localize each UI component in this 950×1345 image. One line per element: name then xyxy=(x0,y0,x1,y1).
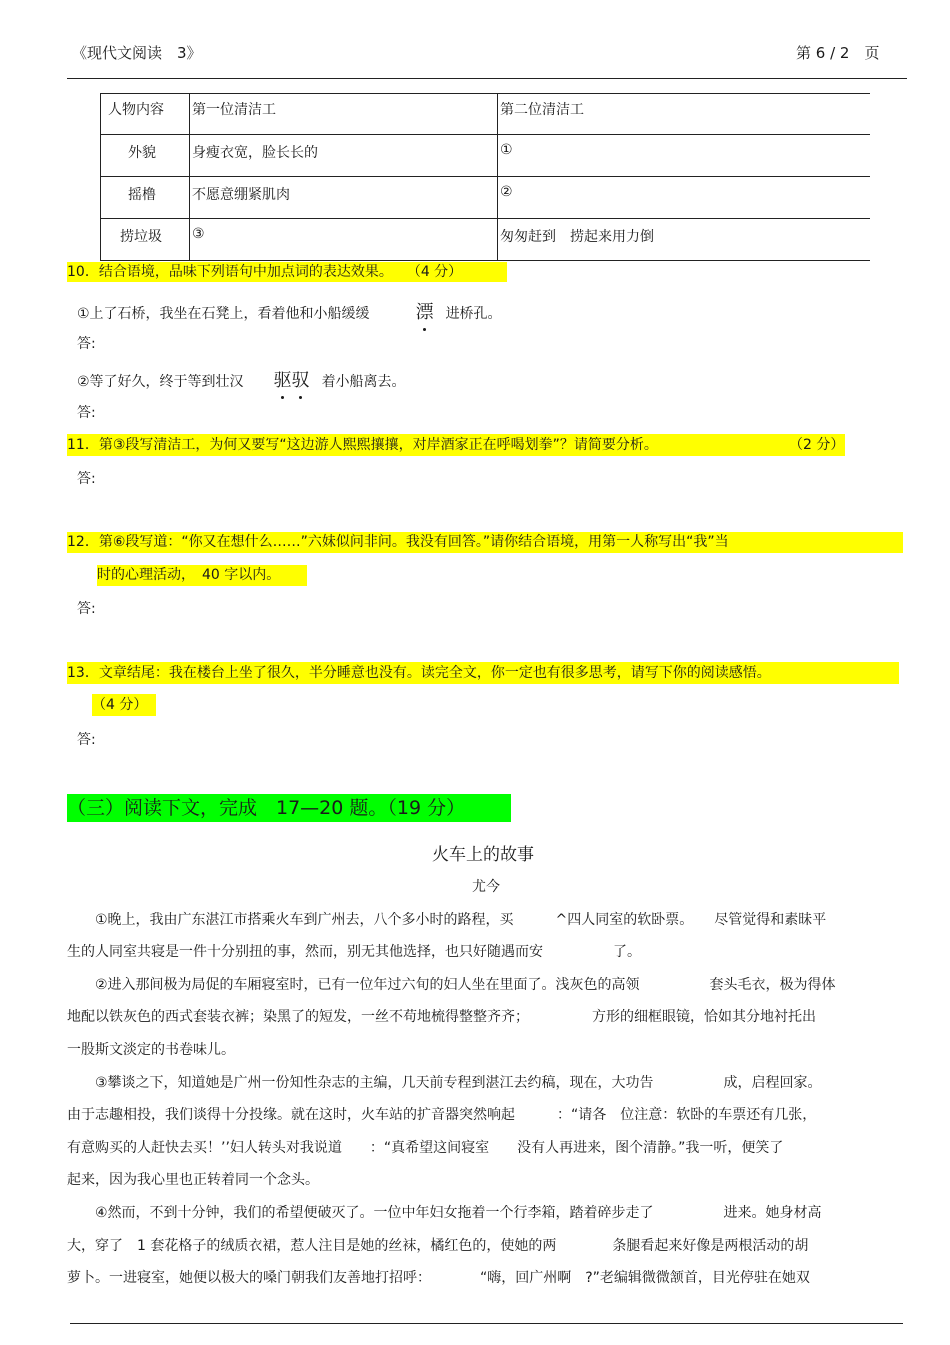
table-cell: 第二位清洁工 xyxy=(500,102,584,118)
article-line: ④然而，不到十分钟，我们的希望便破灭了。一位中年妇女拖着一个行李箱，踏着碎步走了 进来。她身材高 xyxy=(67,1205,822,1221)
answer-label: 答: xyxy=(77,336,96,352)
article-line: 地配以铁灰色的西式套装衣裤；染黑了的短发，一丝不苟地梳得整整齐齐； 方形的细框眼镜，恰如其分地衬托出 xyxy=(67,1009,816,1025)
table-col-line xyxy=(100,93,101,260)
table-cell: 身瘦衣宽，脸长长的 xyxy=(192,145,318,161)
answer-label: 答: xyxy=(77,405,96,421)
question-10-title: 10．结合语境，品味下列语句中加点词的表达效果。 （4 分） xyxy=(67,262,507,282)
question-13-line-2: （4 分） xyxy=(92,694,156,716)
question-10-sentence-1 xyxy=(77,298,502,324)
table-col-line xyxy=(189,93,190,260)
question-11-text: 11．第③段写清洁工，为何又要写“这边游人熙熙攘攘，对岸酒家正在呼喝划拳”？请简要分析。 xyxy=(67,437,658,453)
emphasized-word: 漂 xyxy=(416,298,434,324)
table-cell: 摇橹 xyxy=(128,187,156,203)
emphasized-word: 驭 xyxy=(292,366,310,392)
answer-label: 答: xyxy=(77,732,96,748)
article-line: 大，穿了 1 套花格子的绒质衣裙，惹人注目是她的丝袜，橘红色的，使她的两 条腿看起来好像是两根活动的胡 xyxy=(67,1238,809,1254)
question-11-score: （2 分） xyxy=(789,437,845,453)
article-line: 有意购买的人赶快去买！’’妇人转头对我说道 ：“真希望这间寝室 没有人再进来，图个清静。”我一听，便笑了 xyxy=(67,1140,784,1156)
question-11-title xyxy=(67,434,845,456)
article-line: 由于志趣相投，我们谈得十分投缘。就在这时，火车站的扩音器突然响起 ：“请各 位注意：软卧的车票还有几张， xyxy=(67,1107,817,1123)
table-rule xyxy=(100,260,870,261)
table-rule xyxy=(100,134,870,135)
table-rule xyxy=(100,218,870,219)
question-13-line-1: 13．文章结尾：我在楼台上坐了很久，半分睡意也没有。读完全文，你一定也有很多思考，请写下你的阅读感悟。 xyxy=(67,662,899,684)
section-3-heading: （三）阅读下文，完成 17—20 题。（19 分） xyxy=(67,794,511,822)
table-rule xyxy=(100,93,870,94)
question-12-line-1: 12．第⑥段写道：“你又在想什么……”六妹似问非问。我没有回答。”请你结合语境，用第一人称写出“我”当 xyxy=(67,532,903,553)
article-title: 火车上的故事 xyxy=(432,845,534,865)
article-line: 生的人同室共寝是一件十分别扭的事，然而，别无其他选择，也只好随遇而安 了。 xyxy=(67,944,641,960)
table-cell: ② xyxy=(500,184,513,200)
table-col-line xyxy=(497,93,498,260)
article-line: 萝卜。一进寝室，她便以极大的嗓门朝我们友善地打招呼： “嗨，回广州啊 ?”老编辑微微颔首，目光停驻在她双 xyxy=(67,1270,810,1286)
answer-label: 答: xyxy=(77,471,96,487)
table-rule xyxy=(100,176,870,177)
sentence-text: 进桥孔。 xyxy=(445,306,502,322)
sentence-text: ①上了石桥，我坐在石凳上，看着他和小船缓缓 xyxy=(77,306,370,322)
answer-label: 答: xyxy=(77,601,96,617)
header-left: 《现代文阅读 3》 xyxy=(72,44,202,62)
article-line: ③攀谈之下，知道她是广州一份知性杂志的主编，几天前专程到湛江去约稿，现在，大功告 成，启程回家。 xyxy=(67,1075,822,1091)
footer-rule xyxy=(70,1323,903,1324)
sentence-text: ②等了好久，终于等到壮汉 xyxy=(77,374,244,390)
table-cell: 匆匆赶到 捞起来用力倒 xyxy=(500,229,654,245)
emphasized-word: 驱 xyxy=(274,366,292,392)
table-cell: ① xyxy=(500,142,513,158)
table-cell: 人物内容 xyxy=(108,102,164,118)
table-cell: ③ xyxy=(192,226,205,242)
article-line: 起来，因为我心里也正转着同一个念头。 xyxy=(67,1172,319,1188)
article-line: ②进入那间极为局促的车厢寝室时，已有一位年过六旬的妇人坐在里面了。浅灰色的高领 套头毛衣，极为得体 xyxy=(67,977,836,993)
article-author: 尤今 xyxy=(472,879,500,895)
header-right: 第 6 / 2 页 xyxy=(796,44,880,62)
article-line: 一股斯文淡定的书卷味儿。 xyxy=(67,1042,235,1058)
table-cell: 外貌 xyxy=(128,145,156,161)
table-cell: 捞垃圾 xyxy=(120,229,162,245)
header-rule xyxy=(67,78,907,79)
table-cell: 不愿意绷紧肌肉 xyxy=(192,187,290,203)
question-12-line-2: 时的心理活动， 40 字以内。 xyxy=(97,565,307,586)
article-line: ①晚上，我由广东湛江市搭乘火车到广州去，八个多小时的路程，买 ^四人同室的软卧票。 尽管觉得和素昧平 xyxy=(67,912,827,928)
question-10-sentence-2 xyxy=(77,366,406,392)
sentence-text: 着小船离去。 xyxy=(321,374,406,390)
table-cell: 第一位清洁工 xyxy=(192,102,276,118)
